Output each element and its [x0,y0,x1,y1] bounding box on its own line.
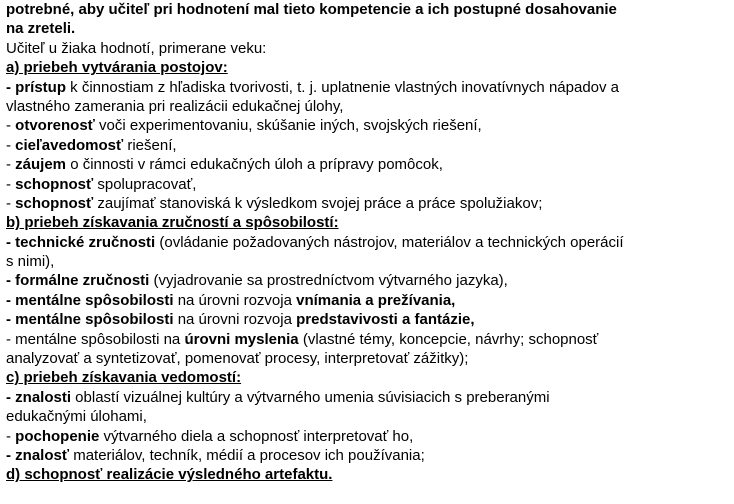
term: úrovni myslenia [184,330,299,348]
desc: oblastí vizuálnej kultúry a výtvarného umenia súvisiacich s preberanými [71,388,550,406]
section-c-heading: c) priebeh získavania vedomostí: [6,369,242,387]
term-2: vnímania a prežívania, [296,291,456,309]
term: - znalosti [6,388,72,406]
desc: na úrovni rozvoja [173,311,297,329]
desc: o činnosti v rámci edukačných úloh a prípravy pomôcok, [66,156,443,174]
desc: (vyjadrovanie sa prostredníctvom výtvarného jazyka), [149,272,508,290]
section-b-item-3 [6,291,730,310]
intro-line-3: Učiteľ u žiaka hodnotí, primerane veku: [6,39,267,57]
dash: - [6,194,16,212]
dash: - [6,175,16,193]
section-c-item-1-cont: edukačnými úlohami, [6,408,147,426]
term: záujem [15,156,67,174]
term: prístup [15,78,67,96]
section-a-item-6 [6,194,730,213]
term: otvorenosť [15,117,95,135]
section-c-item-2 [6,427,730,446]
term: schopnosť [15,194,94,212]
desc: spolupracovať, [93,175,197,193]
section-b-item-1-cont: s nimi), [6,253,55,271]
section-b-item-5 [6,330,730,349]
section-a-item-1 [6,78,730,97]
dash: - [6,156,16,174]
section-d-heading: d) schopnosť realizácie výsledného artefaktu. [6,466,333,484]
section-b-item-1 [6,233,730,252]
section-c-item-3 [6,446,730,465]
section-a-item-4 [6,155,730,174]
dash: - [6,78,16,96]
section-b-heading: b) priebeh získavania zručností a spôsobilostí: [6,214,339,232]
desc: materiálov, techník, médií a procesov ich používania; [69,446,425,464]
document-page [6,0,730,485]
term: - formálne zručnosti [6,272,150,290]
section-a-item-5 [6,175,730,194]
term: - technické zručnosti [6,233,156,251]
intro-line-1: potrebné, aby učiteľ pri hodnotení mal tieto kompetencie a ich postupné dosahovanie [6,1,617,18]
desc-pre: - mentálne spôsobilosti na [6,330,185,348]
desc: voči experimentovaniu, skúšanie iných, svojských riešení, [94,117,482,135]
term: pochopenie [15,427,100,445]
term: schopnosť [15,175,94,193]
dash: - [6,427,16,445]
desc: (ovládanie požadovaných nástrojov, materiálov a technických operácií [155,233,624,251]
term: - znalosť [6,446,70,464]
desc: riešení, [123,136,177,154]
section-b-item-5-cont: analyzovať a syntetizovať, pomenovať procesy, interpretovať zážitky); [6,350,469,368]
dash: - [6,136,16,154]
section-b-item-2 [6,271,730,290]
section-a-heading: a) priebeh vytvárania postojov: [6,59,228,77]
section-b-item-4 [6,310,730,329]
desc: zaujímať stanoviská k výsledkom svojej práce a práce spolužiakov; [93,194,543,212]
section-a-item-2 [6,116,730,135]
desc: k činnostiam z hľadiska tvorivosti, t. j. uplatnenie vlastných inovatívnych nápadov a [66,78,620,96]
desc: výtvarného diela a schopnosť interpretovať ho, [99,427,414,445]
intro-line-2: na zreteli. [6,20,76,38]
section-a-item-1-cont: vlastného zamerania pri realizácii edukačnej úlohy, [6,97,344,115]
section-c-item-1 [6,388,730,407]
desc: na úrovni rozvoja [173,291,297,309]
desc: (vlastné témy, koncepcie, návrhy; schopnosť [298,330,599,348]
term-2: predstavivosti a fantázie, [296,311,475,329]
dash: - [6,117,16,135]
section-a-item-3 [6,136,730,155]
term: - mentálne spôsobilosti [6,291,174,309]
term: - mentálne spôsobilosti [6,311,174,329]
term: cieľavedomosť [15,136,124,154]
